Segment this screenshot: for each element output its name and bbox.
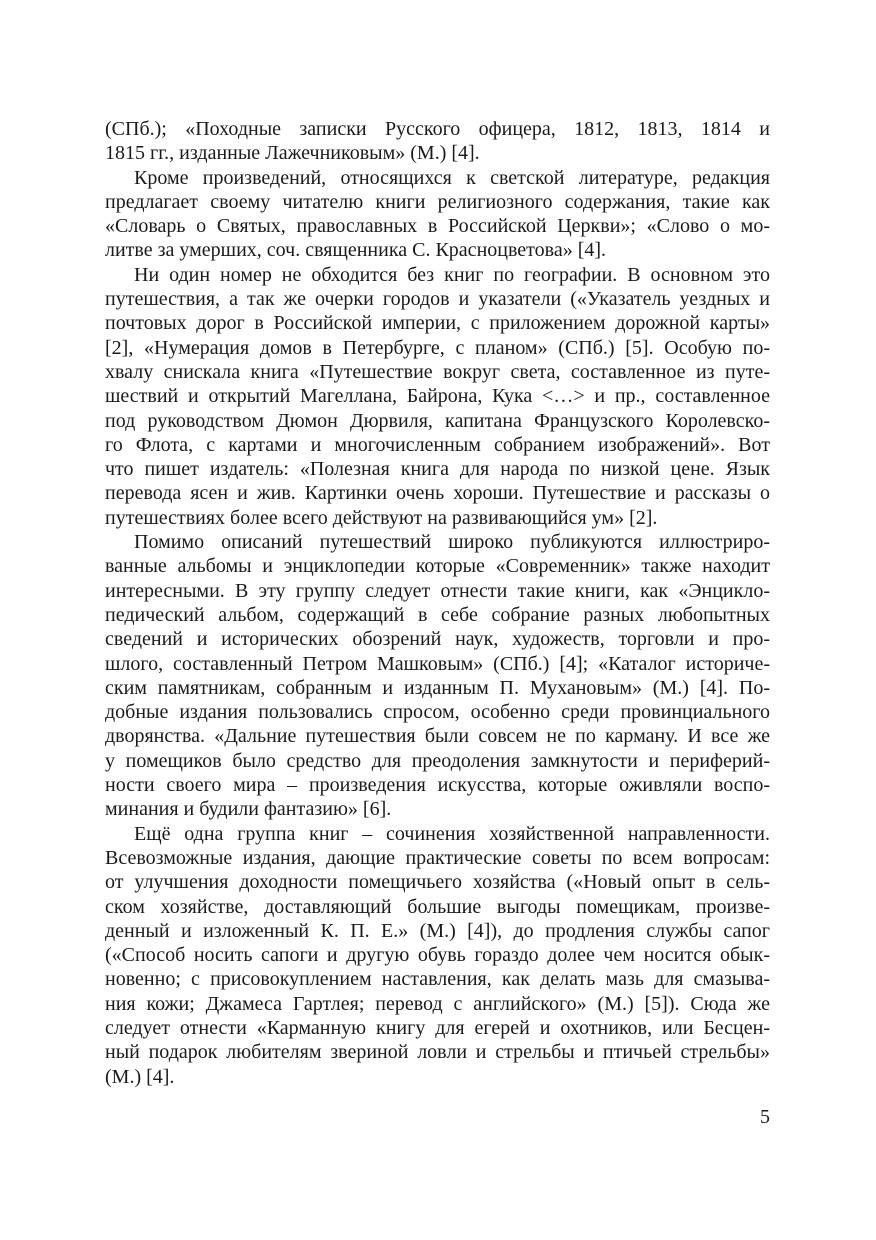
text-line: ный подарок любителям звериной ловли и стрельбы и птичьей стрельбы» xyxy=(105,1041,770,1064)
text-line: перевода ясен и жив. Картинки очень хороши. Путешествие и рассказы о xyxy=(105,482,770,505)
text-line: что пишет издатель: «Полезная книга для народа по низкой цене. Язык xyxy=(105,458,770,481)
text-line: сведений и исторических обозрений наук, художеств, торговли и про- xyxy=(105,628,770,651)
text-line: денный и изложенный К. П. Е.» (М.) [4]), до продления службы сапог xyxy=(105,919,770,942)
text-line: ванные альбомы и энциклопедии которые «Современник» также находит xyxy=(105,555,770,578)
paragraph-2 xyxy=(105,166,770,263)
text-line: предлагает своему читателю книги религиозного содержания, такие как xyxy=(105,190,770,213)
text-line: под руководством Дюмон Дюрвиля, капитана Французского Королевско- xyxy=(105,409,770,432)
text-line: добные издания пользовались спросом, особенно среди провинциального xyxy=(105,701,770,724)
text-line: Всевозможные издания, дающие практические советы по всем вопросам: xyxy=(105,846,770,869)
text-line: ния кожи; Джамеса Гартлея; перевод с английского» (М.) [5]). Сюда же xyxy=(105,992,770,1015)
text-line: хвалу снискала книга «Путешествие вокруг света, составленное из путе- xyxy=(105,360,770,383)
text-line: Помимо описаний путешествий широко публикуются иллюстриро- xyxy=(134,531,770,554)
text-line: («Способ носить сапоги и другую обувь гораздо долее чем носится обык- xyxy=(105,944,770,967)
text-line: (СПб.); «Походные записки Русского офицера, 1812, 1813, 1814 и xyxy=(105,118,770,140)
text-line: от улучшения доходности помещичьего хозяйства («Новый опыт в сель- xyxy=(105,871,770,894)
paragraph-3 xyxy=(105,263,770,530)
text-line: 1815 гг., изданные Лажечниковым» (М.) [4]. xyxy=(105,142,480,165)
text-line: Ни один номер не обходится без книг по географии. В основном это xyxy=(134,263,770,286)
text-line: Ещё одна группа книг – сочинения хозяйственной направленности. xyxy=(134,822,770,845)
text-line: ности своего мира – произведения искусства, которые оживляли воспо- xyxy=(105,774,770,797)
text-line: почтовых дорог в Российской империи, с приложением дорожной карты» xyxy=(105,312,770,335)
text-line: ском хозяйстве, доставляющий большие выгоды помещикам, произве- xyxy=(105,895,770,918)
paragraph-4 xyxy=(105,530,770,822)
page-number: 5 xyxy=(760,1106,770,1128)
paragraph-5 xyxy=(105,822,770,1089)
paragraph-1 xyxy=(105,117,770,166)
text-line: минания и будили фантазию» [6]. xyxy=(105,798,392,821)
text-line: новенно; с присовокуплением наставления, как делать мазь для смазыва- xyxy=(105,968,770,991)
page-body xyxy=(105,117,770,1089)
text-line: ским памятникам, собранным и изданным П. Мухановым» (М.) [4]. По- xyxy=(105,676,770,699)
text-line: литве за умерших, соч. священника С. Красноцветова» [4]. xyxy=(105,239,607,262)
text-line: «Словарь о Святых, православных в Российской Церкви»; «Слово о мо- xyxy=(105,215,770,238)
text-line: дворянства. «Дальние путешествия были совсем не по карману. И все же xyxy=(105,725,770,748)
text-line: шлого, составленный Петром Машковым» (СПб.) [4]; «Каталог историче- xyxy=(105,652,770,675)
text-line: шествий и открытий Магеллана, Байрона, Кука <…> и пр., составленное xyxy=(105,385,770,408)
text-line: Кроме произведений, относящихся к светской литературе, редакция xyxy=(134,166,770,189)
text-line: [2], «Нумерация домов в Петербурге, с планом» (СПб.) [5]. Особую по- xyxy=(105,336,770,359)
text-line: путешествиях более всего действуют на развивающийся ум» [2]. xyxy=(105,506,658,529)
text-line: следует отнести «Карманную книгу для егерей и охотников, или Бесцен- xyxy=(105,1016,770,1039)
text-line: (М.) [4]. xyxy=(105,1065,175,1088)
text-line: го Флота, с картами и многочисленным собранием изображений». Вот xyxy=(105,433,770,456)
text-line: интересными. В эту группу следует отнести такие книги, как «Энцикло- xyxy=(105,579,770,602)
text-line: путешествия, а так же очерки городов и указатели («Указатель уездных и xyxy=(105,288,770,311)
text-line: педический альбом, содержащий в себе собрание разных любопытных xyxy=(105,603,770,626)
text-line: у помещиков было средство для преодоления замкнутости и периферий- xyxy=(105,749,770,772)
